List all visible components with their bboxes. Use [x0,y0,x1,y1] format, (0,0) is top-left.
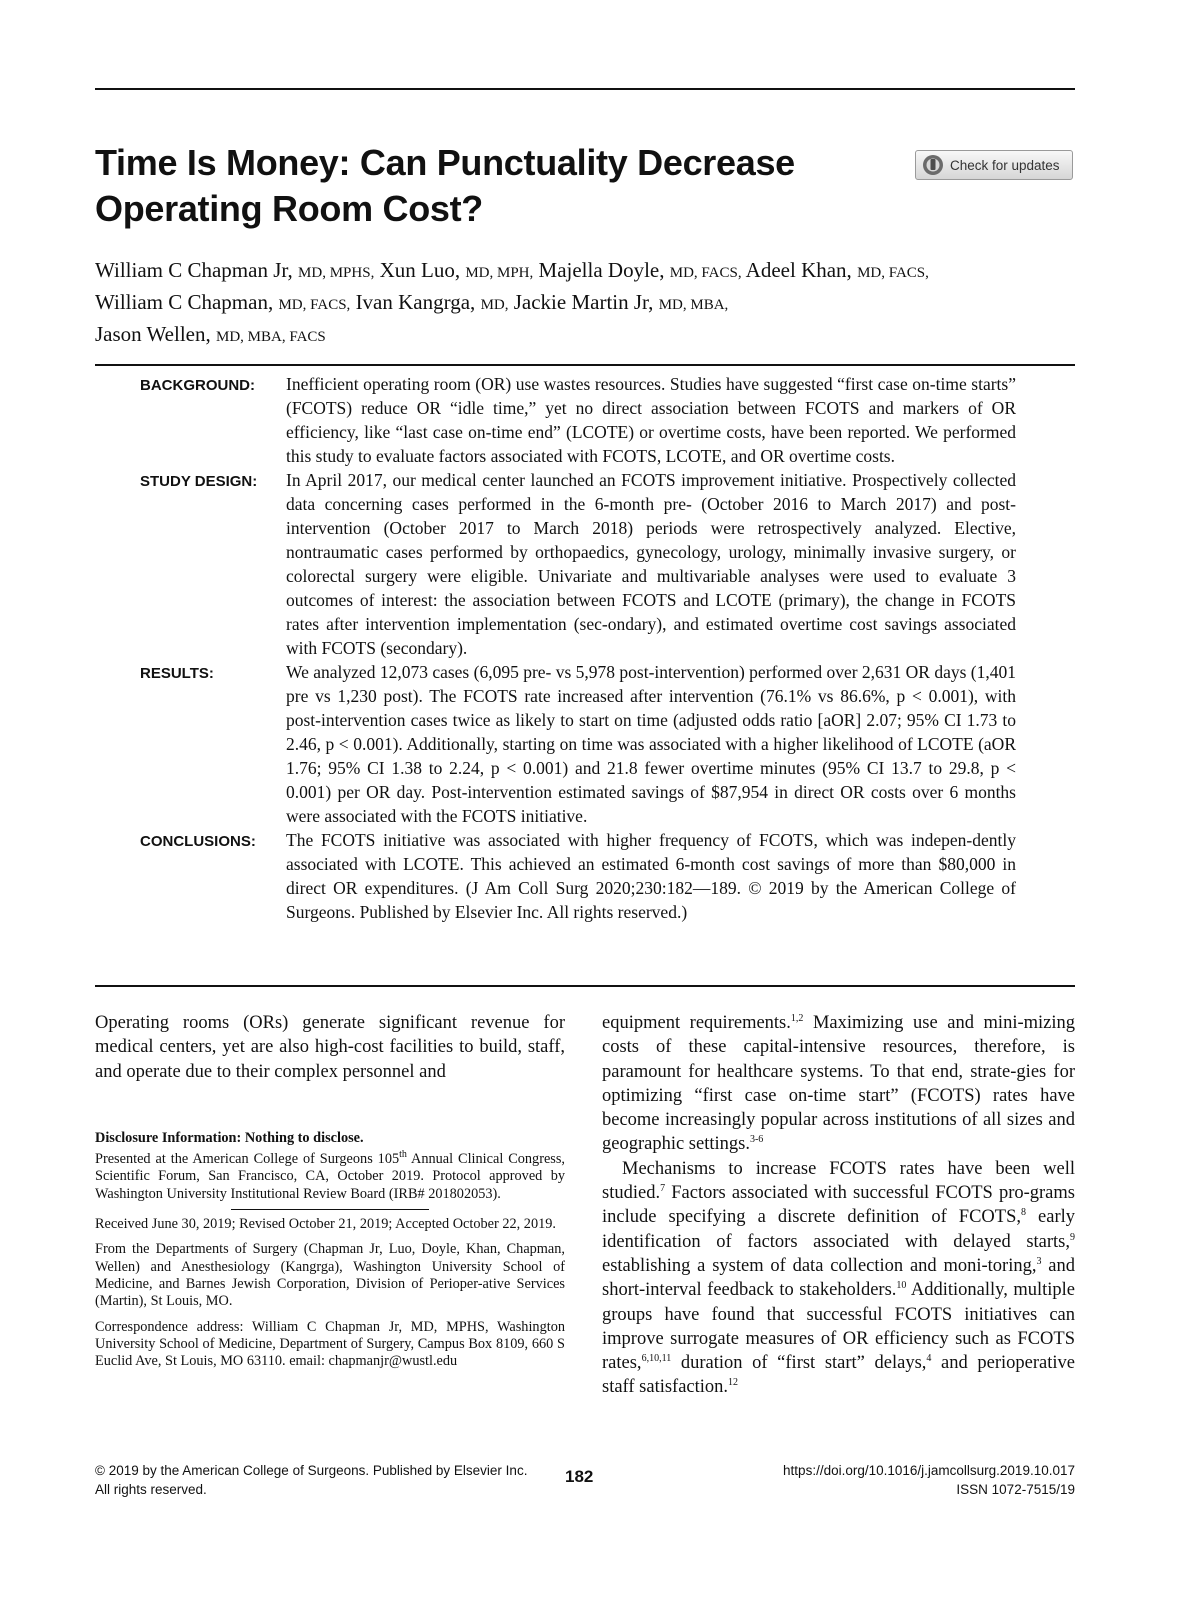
check-for-updates-button[interactable] [915,150,1073,180]
crossmark-icon [922,154,944,176]
abstract-results [140,660,1016,828]
author: Adeel Khan, MD, FACS, [745,258,929,282]
doi-issn [783,1461,1075,1499]
body-paragraph: Operating rooms (ORs) generate significant revenue for medical centers, yet are also high-cost facilities to build, staff, and operate due to their complex personnel and [95,1013,565,1082]
author-list [95,256,1085,352]
left-column [95,1011,565,1370]
page-footer [95,1461,1075,1505]
section-label: STUDY DESIGN: [140,473,258,490]
author: William C Chapman Jr, MD, MPHS, [95,258,375,282]
citation-ref[interactable]: 7 [660,1182,666,1194]
citation-ref[interactable]: 9 [1070,1231,1075,1243]
citation-ref[interactable]: 8 [1020,1207,1026,1219]
abstract-bottom-rule [95,985,1075,987]
footnote-divider [231,1209,429,1210]
article-title: Time Is Money: Can Punctuality Decrease Operating Room Cost? [95,142,795,229]
abstract-study-design [140,468,1016,660]
section-text: The FCOTS initiative was associated with higher frequency of FCOTS, which was indepen-dently associated with LCOTE. This achieved an estimated 6-month cost savings of more than $80,000 in direct OR expenditures. (J Am Coll Surg 2020;230:182—189. © 2019 by the American College of Surgeons. Published by Elsevier Inc. All rights reserved.) [286,830,1016,922]
author: Jackie Martin Jr, MD, MBA, [513,290,729,314]
body-paragraph: equipment requirements.$^{1,2}$ Maximizing use and mini-mizing costs of these capital-intensive resources, therefore, is paramount for healthcare systems. To that end, strate-gies for optimizing “first case on-time start” (FCOTS) rates have become increasingly popular across institutions of all sizes and geographic settings.$^{3-6}$ [602,1012,1076,1155]
abstract-conclusions [140,828,1016,924]
citation-ref[interactable]: 3 [1036,1255,1042,1267]
citation-ref[interactable]: 4 [926,1353,932,1364]
citation-ref[interactable]: 3-6 [749,1134,764,1146]
top-rule [95,88,1075,90]
presented-note: Presented at the American College of Surgeons 105th Annual Clinical Congress, Scientific Forum, San Francisco, CA, October 2019. Protocol approved by Washington University Institutional Review Board (IRB# 201802053). [95,1149,565,1202]
section-text: We analyzed 12,073 cases (6,095 pre- vs 5,978 post-intervention) performed over 2,631 OR days (1,401 pre vs 1,230 post). The FCOTS rate increased after intervention (76.1% vs 86.6%, p < 0.001), with post-intervention cases twice as likely to start on time (adjusted odds ratio [aOR] 2.07; 95% CI 1.73 to 2.46, p < 0.001). Additionally, starting on time was associated with a higher likelihood of LCOTE (aOR 1.76; 95% CI 1.38 to 2.24, p < 0.001) and 21.8 fewer overtime minutes (95% CI 13.7 to 29.8, p < 0.001) per OR day. Post-intervention estimated savings of $87,954 in direct OR costs over 6 months were associated with the FCOTS initiative. [286,662,1017,826]
author: William C Chapman, MD, FACS, [95,290,351,314]
author: Jason Wellen, MD, MBA, FACS [95,322,326,346]
right-column [602,1011,1075,1400]
copyright-notice: © 2019 by the American College of Surgeons. Published by Elsevier Inc. All rights reserved. [95,1463,528,1497]
body-paragraph: Mechanisms to increase FCOTS rates have been well studied.$^7$ Factors associated with successful FCOTS pro-grams include specifying a discrete definition of FCOTS,$^8$ early identification of factors associated with delayed starts,$^9$ establishing a system of data collection and moni-toring,$^3$ and short-interval feedback to stakeholders.$^{10}$ Additionally, multiple groups have found that successful FCOTS initiatives can improve surrogate measures of OR efficiency such as FCOTS rates,$^{6,10,11}$ duration of “first start” delays,$^4$ and perioperative staff satisfaction.$^{12}$ [602,1158,1075,1398]
section-label: BACKGROUND: [140,377,255,394]
abstract-background [140,372,1016,468]
section-text: Inefficient operating room (OR) use wastes resources. Studies have suggested “first case on-time starts” (FCOTS) reduce OR “idle time,” yet no direct association between FCOTS and markers of OR efficiency, like “last case on-time end” (LCOTE) or overtime costs, have been reported. We performed this study to evaluate factors associated with FCOTS, LCOTE, and OR overtime costs. [286,374,1016,466]
citation-ref[interactable]: 1,2 [790,1012,804,1024]
issn: ISSN 1072-7515/19 [956,1482,1075,1497]
correspondence-note: Correspondence address: William C Chapman Jr, MD, MPHS, Washington University School of Medicine, Department of Surgery, Campus Box 8109, 660 S Euclid Ave, St Louis, MO 63110. email: chapmanjr@wustl.edu [95,1318,565,1370]
author: Majella Doyle, MD, FACS, [538,258,742,282]
received-note: Received June 30, 2019; Revised October 21, 2019; Accepted October 22, 2019. [95,1216,556,1233]
citation-ref[interactable]: 12 [728,1377,739,1389]
author: Ivan Kangrga, MD, [355,290,509,314]
abstract-top-rule [95,364,1075,366]
section-label: CONCLUSIONS: [140,833,256,850]
affiliation-note: From the Departments of Surgery (Chapman Jr, Luo, Doyle, Khan, Chapman, Wellen) and Anesthesiology (Kangrga), Washington University School of Medicine, and Barnes Jewish Corporation, Division of Perioper-ative Services (Martin), St Louis, MO. [95,1241,565,1310]
citation-ref[interactable]: 6,10,11 [641,1353,672,1364]
author: Xun Luo, MD, MPH, [379,258,534,282]
doi-link[interactable]: https://doi.org/10.1016/j.jamcollsurg.2019.10.017 [783,1463,1075,1478]
abstract [140,372,1016,924]
check-for-updates-label: Check for updates [950,157,1060,173]
citation-ref[interactable]: 10 [896,1280,907,1292]
disclosure-note: Disclosure Information: Nothing to disclose. [95,1129,364,1146]
page-number: 182 [565,1467,594,1486]
section-label: RESULTS: [140,665,214,682]
section-text: In April 2017, our medical center launched an FCOTS improvement initiative. Prospectively collected data concerning cases performed in the 6-month pre- (October 2016 to March 2017) and post-intervention (October 2017 to March 2018) periods were retrospectively analyzed. Elective, nontraumatic cases performed by orthopaedics, gynecology, urology, minimally invasive surgery, or colorectal surgery were eligible. Univariate and multivariable analyses were used to evaluate 3 outcomes of interest: the association between FCOTS and LCOTE (primary), the change in FCOTS rates after intervention implementation (sec-ondary), and estimated overtime cost savings associated with FCOTS (secondary). [286,470,1016,658]
